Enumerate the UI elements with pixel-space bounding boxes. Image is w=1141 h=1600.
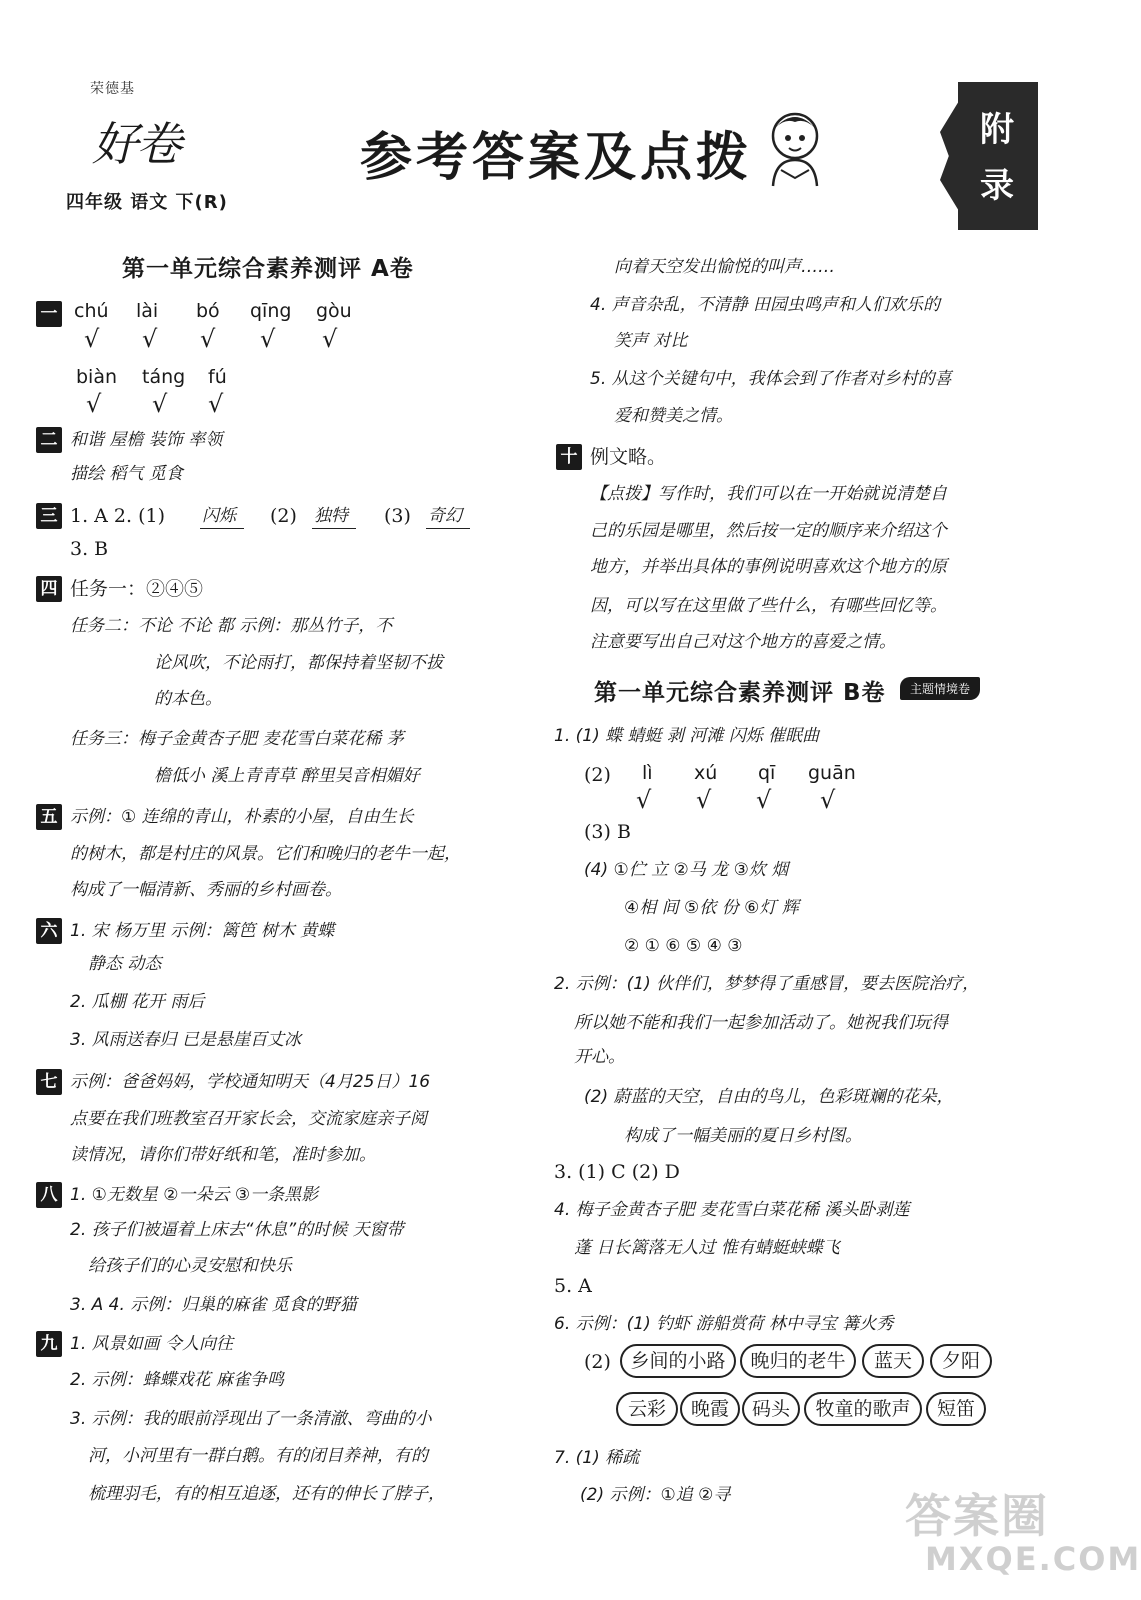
underline	[200, 528, 244, 529]
check-mark: √	[756, 786, 772, 814]
answer-line: 爱和赞美之情。	[614, 406, 733, 426]
answer-line: 描绘 稻气 觅食	[70, 464, 183, 484]
answer-line: 论风吹，不论雨打，都保持着坚韧不拔	[154, 653, 443, 673]
answer-line: 4. 梅子金黄杏子肥 麦花雪白菜花稀 溪头卧剥莲	[554, 1200, 910, 1220]
answer-line: 开心。	[574, 1047, 625, 1067]
underline	[312, 528, 356, 529]
answer-line: 5. A	[554, 1275, 592, 1297]
answer-line: 河，小河里有一群白鹅。有的闭目养神，有的	[88, 1446, 428, 1466]
oval-answer: 乡间的小路	[620, 1344, 736, 1378]
tip-line: 因，可以写在这里做了些什么，有哪些回忆等。	[590, 596, 947, 616]
answer-line: 3. A 4. 示例：归巢的麻雀 觅食的野猫	[70, 1295, 357, 1315]
answer-line: (3) B	[584, 821, 631, 843]
answer-line: 2. 瓜棚 花开 雨后	[70, 992, 205, 1012]
question-badge: 十	[556, 444, 582, 470]
answer-line: 1. 宋 杨万里 示例：篱笆 树木 黄蝶	[70, 921, 335, 941]
check-mark: √	[200, 325, 216, 353]
question-badge: 三	[36, 503, 62, 529]
check-mark: √	[820, 786, 836, 814]
answer-line: ④相 间 ⑤依 份 ⑥灯 辉	[624, 898, 799, 918]
question-badge: 六	[36, 918, 62, 944]
answer-line: 5. 从这个关键句中，我体会到了作者对乡村的喜	[590, 369, 952, 389]
pinyin: bó	[196, 300, 220, 322]
answer-line: 2. 示例：蜂蝶戏花 麻雀争鸣	[70, 1370, 285, 1390]
tab-label-1: 附	[980, 110, 1014, 150]
answer-line: 的本色。	[154, 689, 222, 709]
answer-line: 7. (1) 稀疏	[554, 1448, 640, 1468]
answer-label: (2)	[584, 764, 611, 786]
underline	[426, 528, 470, 529]
tip-line: 【点拨】写作时，我们可以在一开始就说清楚自	[590, 484, 947, 504]
question-badge: 四	[36, 576, 62, 602]
section-title-a: 第一单元综合素养测评 A卷	[122, 256, 414, 282]
oval-answer: 码头	[742, 1392, 800, 1426]
answer-line: 所以她不能和我们一起参加活动了。她祝我们玩得	[574, 1013, 948, 1033]
answer-line: (2) 蔚蓝的天空，自由的鸟儿，色彩斑斓的花朵，	[584, 1087, 954, 1107]
answer-line: 4. 声音杂乱，不清静 田园虫鸣声和人们欢乐的	[590, 295, 941, 315]
check-mark: √	[208, 390, 224, 418]
oval-answer: 夕阳	[930, 1344, 992, 1378]
answer-line: 示例：① 连绵的青山，朴素的小屋，自由生长	[70, 807, 414, 827]
answer-line: 3. (1) C (2) D	[554, 1161, 680, 1183]
answer-line: 1. ①无数星 ②一朵云 ③一条黑影	[70, 1185, 319, 1205]
answer-line: 任务三：梅子金黄杏子肥 麦花雪白菜花稀 茅	[70, 729, 404, 749]
question-badge: 八	[36, 1182, 62, 1208]
pinyin: guān	[808, 762, 856, 784]
answer-line: 2. 示例：(1) 伙伴们，梦梦得了重感冒，要去医院治疗，	[554, 974, 980, 994]
answer-line: 构成了一幅清新、秀丽的乡村画卷。	[70, 880, 342, 900]
pinyin: lì	[642, 762, 653, 784]
answer-line: (4) ①伫 立 ②马 龙 ③炊 烟	[584, 860, 789, 880]
answer-line: 和谐 屋檐 装饰 率领	[70, 430, 223, 450]
appendix-tab	[958, 82, 1038, 230]
answer-line: 例文略。	[590, 446, 667, 468]
oval-answer: 云彩	[616, 1392, 678, 1426]
watermark-logo: 答案圈	[905, 1489, 1049, 1543]
answer-line: 给孩子们的心灵安慰和快乐	[88, 1256, 292, 1276]
pinyin: gòu	[316, 300, 352, 322]
pinyin: fú	[208, 366, 227, 388]
answer-line: 笑声 对比	[614, 331, 688, 351]
answer-line: 3. 示例：我的眼前浮现出了一条清澈、弯曲的小	[70, 1409, 432, 1429]
answer-line: 1. 风景如画 令人向往	[70, 1334, 234, 1354]
tip-line: 地方，并举出具体的事例说明喜欢这个地方的原	[590, 557, 947, 577]
brand-logo: 好卷	[92, 117, 180, 171]
check-mark: √	[142, 325, 158, 353]
answer-line: 示例：爸爸妈妈，学校通知明天（4月25日）16	[70, 1072, 431, 1092]
answer-line: 读情况，请你们带好纸和笔，准时参加。	[70, 1145, 376, 1165]
pinyin: táng	[142, 366, 186, 388]
mascot-icon	[755, 108, 835, 188]
page-title: 参考答案及点拨	[360, 128, 753, 188]
check-mark: √	[696, 786, 712, 814]
answer-line: 向着天空发出愉悦的叫声……	[614, 257, 835, 277]
answer-line: 任务二：不论 不论 都 示例：那丛竹子，不	[70, 616, 393, 636]
answer-label: (3)	[384, 505, 411, 527]
question-badge: 九	[36, 1331, 62, 1357]
tip-line: 己的乐园是哪里，然后按一定的顺序来介绍这个	[590, 521, 947, 541]
answer-word: 独特	[314, 506, 348, 526]
question-badge: 七	[36, 1069, 62, 1095]
answer-line: 蓬 日长篱落无人过 惟有蜻蜓蛱蝶飞	[574, 1238, 840, 1258]
oval-answer: 晚霞	[680, 1392, 740, 1426]
pinyin: xú	[694, 762, 718, 784]
answer-line: 任务一：②④⑤	[70, 578, 204, 600]
question-badge: 一	[36, 301, 62, 327]
grade-label: 四年级 语文 下(R)	[66, 192, 228, 213]
question-badge: 五	[36, 804, 62, 830]
oval-answer: 短笛	[926, 1392, 986, 1426]
section-tag: 主题情境卷	[900, 677, 980, 700]
question-badge: 二	[36, 427, 62, 453]
pinyin: biàn	[76, 366, 118, 388]
oval-answer: 牧童的歌声	[804, 1392, 922, 1426]
answer-line: 2. 孩子们被逼着上床去“休息”的时候 天窗带	[70, 1220, 404, 1240]
check-mark: √	[152, 390, 168, 418]
answer-word: 奇幻	[428, 506, 462, 526]
answer-line: 梳理羽毛，有的相互追逐，还有的伸长了脖子，	[88, 1484, 445, 1504]
answer-line: 点要在我们班教室召开家长会，交流家庭亲子阅	[70, 1109, 427, 1129]
oval-answer: 晚归的老牛	[740, 1344, 856, 1378]
pinyin: qī	[758, 762, 776, 784]
check-mark: √	[322, 325, 338, 353]
answer-line: 3. B	[70, 538, 109, 560]
brand-small: 荣德基	[90, 81, 135, 97]
answer-line: 静态 动态	[88, 954, 162, 974]
oval-answer: 蓝天	[862, 1344, 924, 1378]
pinyin: qīng	[250, 300, 292, 322]
answer-word: 闪烁	[202, 506, 236, 526]
tip-line: 注意要写出自己对这个地方的喜爱之情。	[590, 632, 896, 652]
answer-line: 的树木，都是村庄的风景。它们和晚归的老牛一起，	[70, 844, 461, 864]
answer-line: 3. 风雨送春归 已是悬崖百丈冰	[70, 1030, 302, 1050]
pinyin: chú	[74, 300, 109, 322]
pinyin: lài	[136, 300, 159, 322]
answer-line: 构成了一幅美丽的夏日乡村图。	[624, 1126, 862, 1146]
check-mark: √	[86, 390, 102, 418]
check-mark: √	[84, 325, 100, 353]
check-mark: √	[260, 325, 276, 353]
answer-line: (2) 示例：①追 ②寻	[580, 1485, 731, 1505]
answer-line: 檐低小 溪上青青草 醉里吴音相媚好	[154, 766, 420, 786]
answer-line: 6. 示例：(1) 钓虾 游船赏荷 林中寻宝 篝火秀	[554, 1314, 894, 1334]
tab-label-2: 录	[980, 166, 1014, 206]
section-title-b: 第一单元综合素养测评 B卷	[594, 680, 886, 706]
answer-line: 1. A 2. (1)	[70, 505, 166, 527]
watermark-url: MXQE.COM	[925, 1540, 1141, 1578]
answer-label: (2)	[270, 505, 297, 527]
check-mark: √	[636, 786, 652, 814]
answer-label: (2)	[584, 1351, 611, 1373]
answer-line: ② ① ⑥ ⑤ ④ ③	[624, 936, 743, 956]
answer-line: 1. (1) 蝶 蜻蜓 剥 河滩 闪烁 催眠曲	[554, 726, 820, 746]
